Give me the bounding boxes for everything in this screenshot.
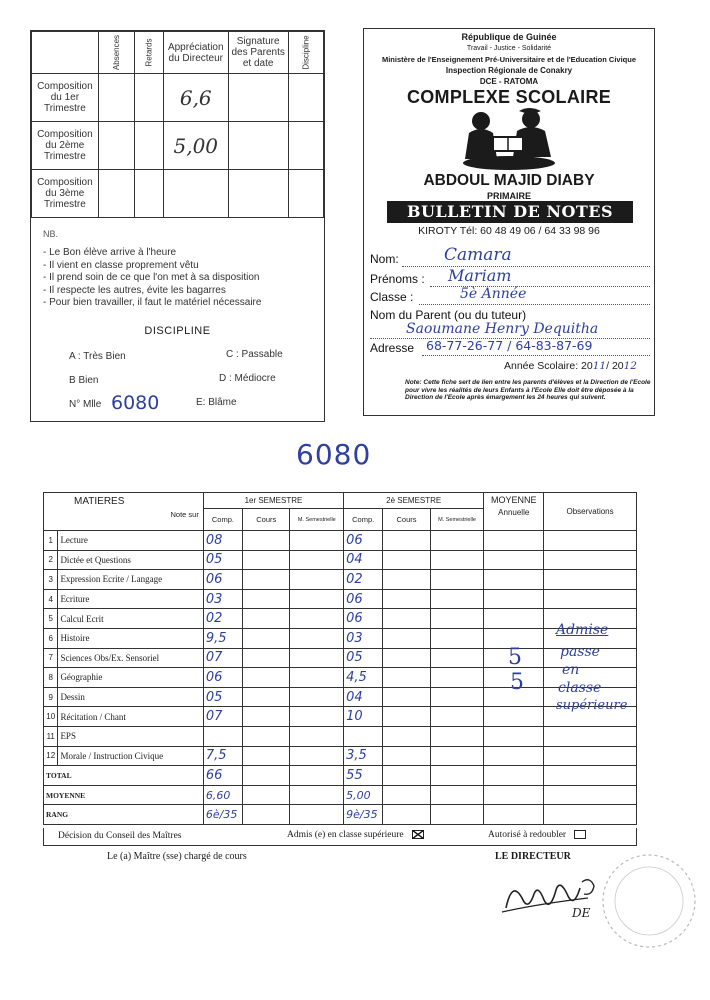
decision-row [43, 828, 637, 846]
parent-value: Saoumane Henry Dequitha [406, 321, 599, 337]
cours-s1-cell [243, 648, 290, 668]
moyenne-s1: 6,60 [203, 785, 242, 805]
subject-row [44, 668, 637, 688]
cell [134, 74, 163, 122]
note-line: - Pour bien travailler, il faut le matériel nécessaire [43, 297, 262, 308]
msem-s1-cell [290, 628, 344, 648]
comp-s2-grade: 3,5 [344, 746, 383, 766]
cours-s1-cell [243, 707, 290, 727]
composition-1-label: Composition du 1er Trimestre [32, 74, 99, 122]
cell [243, 785, 290, 805]
subject-number: 5 [44, 609, 58, 629]
annee-year1: 11 [592, 360, 607, 372]
comp-s1-grade [203, 726, 242, 746]
subject-row [44, 531, 637, 551]
comp-s1-grade: 02 [203, 609, 242, 629]
grades-table [43, 492, 637, 825]
subject-row [44, 589, 637, 609]
subject-number: 6 [44, 628, 58, 648]
cell [430, 785, 484, 805]
msem-s2-cell [430, 589, 484, 609]
subject-number: 11 [44, 726, 58, 746]
msem-s1-cell [290, 687, 344, 707]
cell [544, 805, 637, 825]
decision-label: Décision du Conseil des Maîtres [58, 831, 182, 841]
subject-row [44, 550, 637, 570]
contact-line: KIROTY Tél: 60 48 49 06 / 64 33 98 96 [418, 225, 600, 237]
msem-s2-cell [430, 746, 484, 766]
comp-s1-grade: 06 [203, 570, 242, 590]
prenoms-label: Prénoms : [370, 272, 425, 286]
attendance-card [30, 30, 325, 422]
comp-s1-grade: 07 [203, 707, 242, 727]
subject-row [44, 648, 637, 668]
msem-s1-cell [290, 707, 344, 727]
msem-s2-cell [430, 570, 484, 590]
redoubler-label: Autorisé à redoubler [488, 830, 567, 840]
cours-s1-cell [243, 589, 290, 609]
annual-average-cell [484, 550, 544, 570]
total-s1: 66 [203, 766, 242, 786]
msem-s1-cell [290, 609, 344, 629]
msem-s1-cell [290, 550, 344, 570]
school-header-card [363, 28, 655, 416]
cell [134, 170, 163, 218]
subject-name: Calcul Ecrit [58, 609, 203, 629]
cell [228, 122, 288, 170]
annee-scolaire [504, 360, 637, 372]
subject-name: Histoire [58, 628, 203, 648]
classe-label: Classe : [370, 290, 414, 304]
annual-average-value: 5 [508, 645, 522, 670]
note-line: - Il prend soin de ce que l'on met à sa disposition [43, 272, 260, 283]
discipline-a: A : Très Bien [69, 351, 126, 362]
subject-number: 2 [44, 550, 58, 570]
observation-cell [544, 589, 637, 609]
comp-s1-grade: 9,5 [203, 628, 242, 648]
subject-name: Morale / Instruction Civique [58, 746, 203, 766]
cours-s2-cell [383, 668, 430, 688]
dce-label: DCE - RATOMA [479, 77, 539, 86]
rang-s2: 9è/35 [344, 805, 383, 825]
matricule-label: N° Mlle [69, 399, 102, 410]
absences-header: Absences [98, 32, 134, 74]
annual-average-value-repeat: 5 [510, 670, 524, 695]
total-s2: 55 [344, 766, 383, 786]
semestre-2-header: 2è SEMESTRE [344, 493, 484, 509]
composition-2-value: 5,00 [163, 122, 228, 170]
cours-s1-cell [243, 746, 290, 766]
prenoms-value: Mariam [448, 266, 512, 285]
semestre-1-header: 1er SEMESTRE [203, 493, 343, 509]
subject-name: EPS [58, 726, 203, 746]
cours-s1-cell [243, 726, 290, 746]
annual-average-cell [484, 726, 544, 746]
subject-row [44, 746, 637, 766]
bulletin-note: Note: Cette fiche sert de lien entre les parents d'élèves et la Direction de l'Ecole pour vivre les réalités de leurs Enfants à l'Ecole Elle doit être déposée à la Direction de l'Ecole après émargement les 24 heures qui suivent. [405, 379, 651, 401]
cell [98, 122, 134, 170]
cours-s1-cell [243, 531, 290, 551]
signature-initials: DE [572, 906, 591, 920]
subject-row [44, 726, 637, 746]
school-name: ABDOUL MAJID DIABY [423, 172, 595, 189]
msem-s2-cell [430, 668, 484, 688]
cell [98, 170, 134, 218]
subject-name: Géographie [58, 668, 203, 688]
subject-number: 4 [44, 589, 58, 609]
annual-average-cell [484, 609, 544, 629]
msem-s2-cell [430, 648, 484, 668]
subject-number: 9 [44, 687, 58, 707]
maitre-label: Le (a) Maître (sse) chargé de cours [107, 851, 247, 862]
comp-s2-grade: 03 [344, 628, 383, 648]
cours-s2-cell [383, 726, 430, 746]
annual-average-cell [484, 531, 544, 551]
corner-cell [32, 32, 99, 74]
moyenne-label: MOYENNE [490, 495, 537, 505]
subject-name: Dictée et Questions [58, 550, 203, 570]
bulletin-title: BULLETIN DE NOTES [387, 201, 633, 223]
ministry-label: Ministère de l'Enseignement Pré-Universitaire et de l'Education Civique [381, 55, 637, 64]
subject-name: Expression Ecrite / Langage [58, 570, 203, 590]
matieres-header [44, 493, 204, 531]
cours-s2-cell [383, 589, 430, 609]
annee-separator: / 20 [606, 360, 624, 372]
comp-s2-grade: 06 [344, 531, 383, 551]
discipline-b: B Bien [69, 375, 99, 386]
obs-line: classe [558, 680, 602, 696]
cell [243, 805, 290, 825]
composition-3-value [163, 170, 228, 218]
msem-s2-cell [430, 726, 484, 746]
admis-checkbox[interactable] [412, 830, 424, 839]
cell [134, 122, 163, 170]
subject-name: Ecriture [58, 589, 203, 609]
cell [383, 766, 430, 786]
director-signature-icon [498, 868, 610, 930]
subject-name: Sciences Obs/Ex. Sensoriel [58, 648, 203, 668]
republic-label: République de Guinée [461, 32, 557, 42]
rang-label: RANG [44, 805, 204, 825]
comp-s2-grade: 10 [344, 707, 383, 727]
nom-dotline [402, 266, 650, 267]
cell [484, 785, 544, 805]
subject-number: 10 [44, 707, 58, 727]
cours-1-header: Cours [243, 509, 290, 531]
matricule-big-number: 6080 [296, 438, 372, 471]
admis-option [287, 830, 424, 840]
cours-s1-cell [243, 668, 290, 688]
comp-s2-grade: 4,5 [344, 668, 383, 688]
comp-s1-grade: 7,5 [203, 746, 242, 766]
primaire-label: PRIMAIRE [486, 191, 531, 201]
classe-value: 5è Année [460, 286, 527, 302]
comp-s1-grade: 07 [203, 648, 242, 668]
annual-average-cell [484, 707, 544, 727]
adresse-value: 68-77-26-77 / 64-83-87-69 [426, 338, 593, 353]
comp-s1-grade: 03 [203, 589, 242, 609]
composition-1-value: 6,6 [163, 74, 228, 122]
cell [544, 766, 637, 786]
total-label: TOTAL [44, 766, 204, 786]
observation-cell [544, 531, 637, 551]
cell [288, 122, 323, 170]
msem-s2-cell [430, 628, 484, 648]
cours-s1-cell [243, 687, 290, 707]
cours-s1-cell [243, 570, 290, 590]
appreciation-header: Appréciation du Directeur [163, 32, 228, 74]
msem-s1-cell [290, 589, 344, 609]
conduct-notes [43, 229, 318, 310]
obs-line: passe [560, 644, 600, 660]
school-stamp-icon [598, 852, 700, 950]
obs-line: Admise [556, 622, 609, 638]
discipline-d: D : Médiocre [219, 373, 276, 384]
msem-s2-cell [430, 531, 484, 551]
discipline-header: Discipline [288, 32, 323, 74]
observation-cell [544, 570, 637, 590]
cours-s1-cell [243, 609, 290, 629]
grade-rows [44, 531, 637, 766]
cours-s2-cell [383, 707, 430, 727]
observations-text [552, 622, 644, 713]
obs-line: supérieure [556, 698, 628, 713]
comp-s2-grade [344, 726, 383, 746]
comp-s1-grade: 06 [203, 668, 242, 688]
parent-label: Nom du Parent (ou du tuteur) [370, 308, 527, 322]
comp-s1-grade: 05 [203, 687, 242, 707]
cell [98, 74, 134, 122]
admis-label: Admis (e) en classe supérieure [287, 830, 404, 840]
cours-2-header: Cours [383, 509, 430, 531]
subject-name: Récitation / Chant [58, 707, 203, 727]
annee-label: Année Scolaire: 20 [504, 360, 593, 372]
subject-row [44, 609, 637, 629]
cell [290, 766, 344, 786]
comp-s2-grade: 04 [344, 687, 383, 707]
note-line: - Le Bon élève arrive à l'heure [43, 247, 177, 258]
cell [383, 805, 430, 825]
composition-2-label: Composition du 2ème Trimestre [32, 122, 99, 170]
cours-s2-cell [383, 531, 430, 551]
discipline-c: C : Passable [226, 349, 283, 360]
cell [288, 74, 323, 122]
cours-s2-cell [383, 648, 430, 668]
subject-number: 7 [44, 648, 58, 668]
cell [290, 805, 344, 825]
subject-number: 12 [44, 746, 58, 766]
msem-s1-cell [290, 668, 344, 688]
composition-record-table [31, 31, 324, 218]
discipline-title: DISCIPLINE [144, 325, 211, 337]
nom-label: Nom: [370, 252, 399, 266]
moyenne-row-label: MOYENNE [44, 785, 204, 805]
cell [383, 785, 430, 805]
rang-s1: 6è/35 [203, 805, 242, 825]
msem-s2-cell [430, 550, 484, 570]
directeur-label: LE DIRECTEUR [495, 851, 571, 862]
redoubler-option [488, 830, 586, 840]
cours-s2-cell [383, 746, 430, 766]
subject-row [44, 628, 637, 648]
subject-name: Lecture [58, 531, 203, 551]
composition-3-label: Composition du 3ème Trimestre [32, 170, 99, 218]
msem-s1-cell [290, 726, 344, 746]
msem-s1-cell [290, 531, 344, 551]
obs-line: en [562, 662, 580, 678]
matricule-value: 6080 [111, 392, 160, 414]
classe-dotline [419, 304, 650, 305]
msem-s2-cell [430, 687, 484, 707]
matieres-label: MATIERES [74, 496, 125, 507]
msem-s2-cell [430, 707, 484, 727]
comp-s2-grade: 06 [344, 589, 383, 609]
adresse-dotline [422, 355, 650, 356]
annee-year2: 12 [623, 360, 637, 372]
cell [243, 766, 290, 786]
cell [228, 74, 288, 122]
observation-cell [544, 550, 637, 570]
subject-name: Dessin [58, 687, 203, 707]
msem-s2-cell [430, 609, 484, 629]
observation-cell [544, 726, 637, 746]
cours-s2-cell [383, 628, 430, 648]
cours-s2-cell [383, 609, 430, 629]
observation-cell [544, 746, 637, 766]
moyenne-annuelle-header [484, 493, 544, 531]
note-line: - Il respecte les autres, évite les bagarres [43, 284, 226, 296]
observations-header: Observations [544, 493, 637, 531]
discipline-e: E: Blâme [196, 397, 237, 408]
comp-s2-grade: 05 [344, 648, 383, 668]
comp-s2-grade: 06 [344, 609, 383, 629]
school-logo-icon [459, 107, 559, 171]
msem-1-header: M. Semestrielle [290, 509, 344, 531]
annual-average-cell [484, 589, 544, 609]
cours-s2-cell [383, 550, 430, 570]
cell [430, 766, 484, 786]
moyenne-s2: 5,00 [344, 785, 383, 805]
subject-row [44, 707, 637, 727]
comp-1-header: Comp. [203, 509, 242, 531]
retards-header: Retards [134, 32, 163, 74]
cours-s2-cell [383, 570, 430, 590]
cours-s1-cell [243, 628, 290, 648]
comp-s1-grade: 08 [203, 531, 242, 551]
redoubler-checkbox[interactable] [574, 830, 586, 839]
subject-row [44, 687, 637, 707]
subject-number: 3 [44, 570, 58, 590]
subject-number: 1 [44, 531, 58, 551]
cell [544, 785, 637, 805]
cours-s2-cell [383, 687, 430, 707]
cell [484, 766, 544, 786]
cours-s1-cell [243, 550, 290, 570]
comp-s2-grade: 02 [344, 570, 383, 590]
note-line: - Il vient en classe proprement vêtu [43, 259, 199, 271]
cell [430, 805, 484, 825]
msem-s1-cell [290, 746, 344, 766]
comp-2-header: Comp. [344, 509, 383, 531]
complexe-title: COMPLEXE SCOLAIRE [406, 87, 612, 107]
annuelle-label: Annuelle [498, 508, 530, 517]
comp-s1-grade: 05 [203, 550, 242, 570]
annual-average-cell [484, 746, 544, 766]
msem-s1-cell [290, 648, 344, 668]
cell [484, 805, 544, 825]
cell [290, 785, 344, 805]
motto-label: Travail - Justice - Solidarité [466, 45, 552, 52]
annual-average-cell [484, 570, 544, 590]
notesur-label: Note sur [170, 510, 199, 519]
checked-x-icon [412, 830, 424, 839]
inspection-label: Inspection Régionale de Conakry [445, 66, 573, 75]
signature-header: Signature des Parents et date [228, 32, 288, 74]
msem-s1-cell [290, 570, 344, 590]
nb-label: NB. [43, 229, 59, 239]
adresse-label: Adresse [370, 341, 415, 355]
subject-row [44, 570, 637, 590]
cell [288, 170, 323, 218]
cell [228, 170, 288, 218]
msem-2-header: M. Semestrielle [430, 509, 484, 531]
nom-value: Camara [444, 245, 512, 265]
comp-s2-grade: 04 [344, 550, 383, 570]
subject-number: 8 [44, 668, 58, 688]
